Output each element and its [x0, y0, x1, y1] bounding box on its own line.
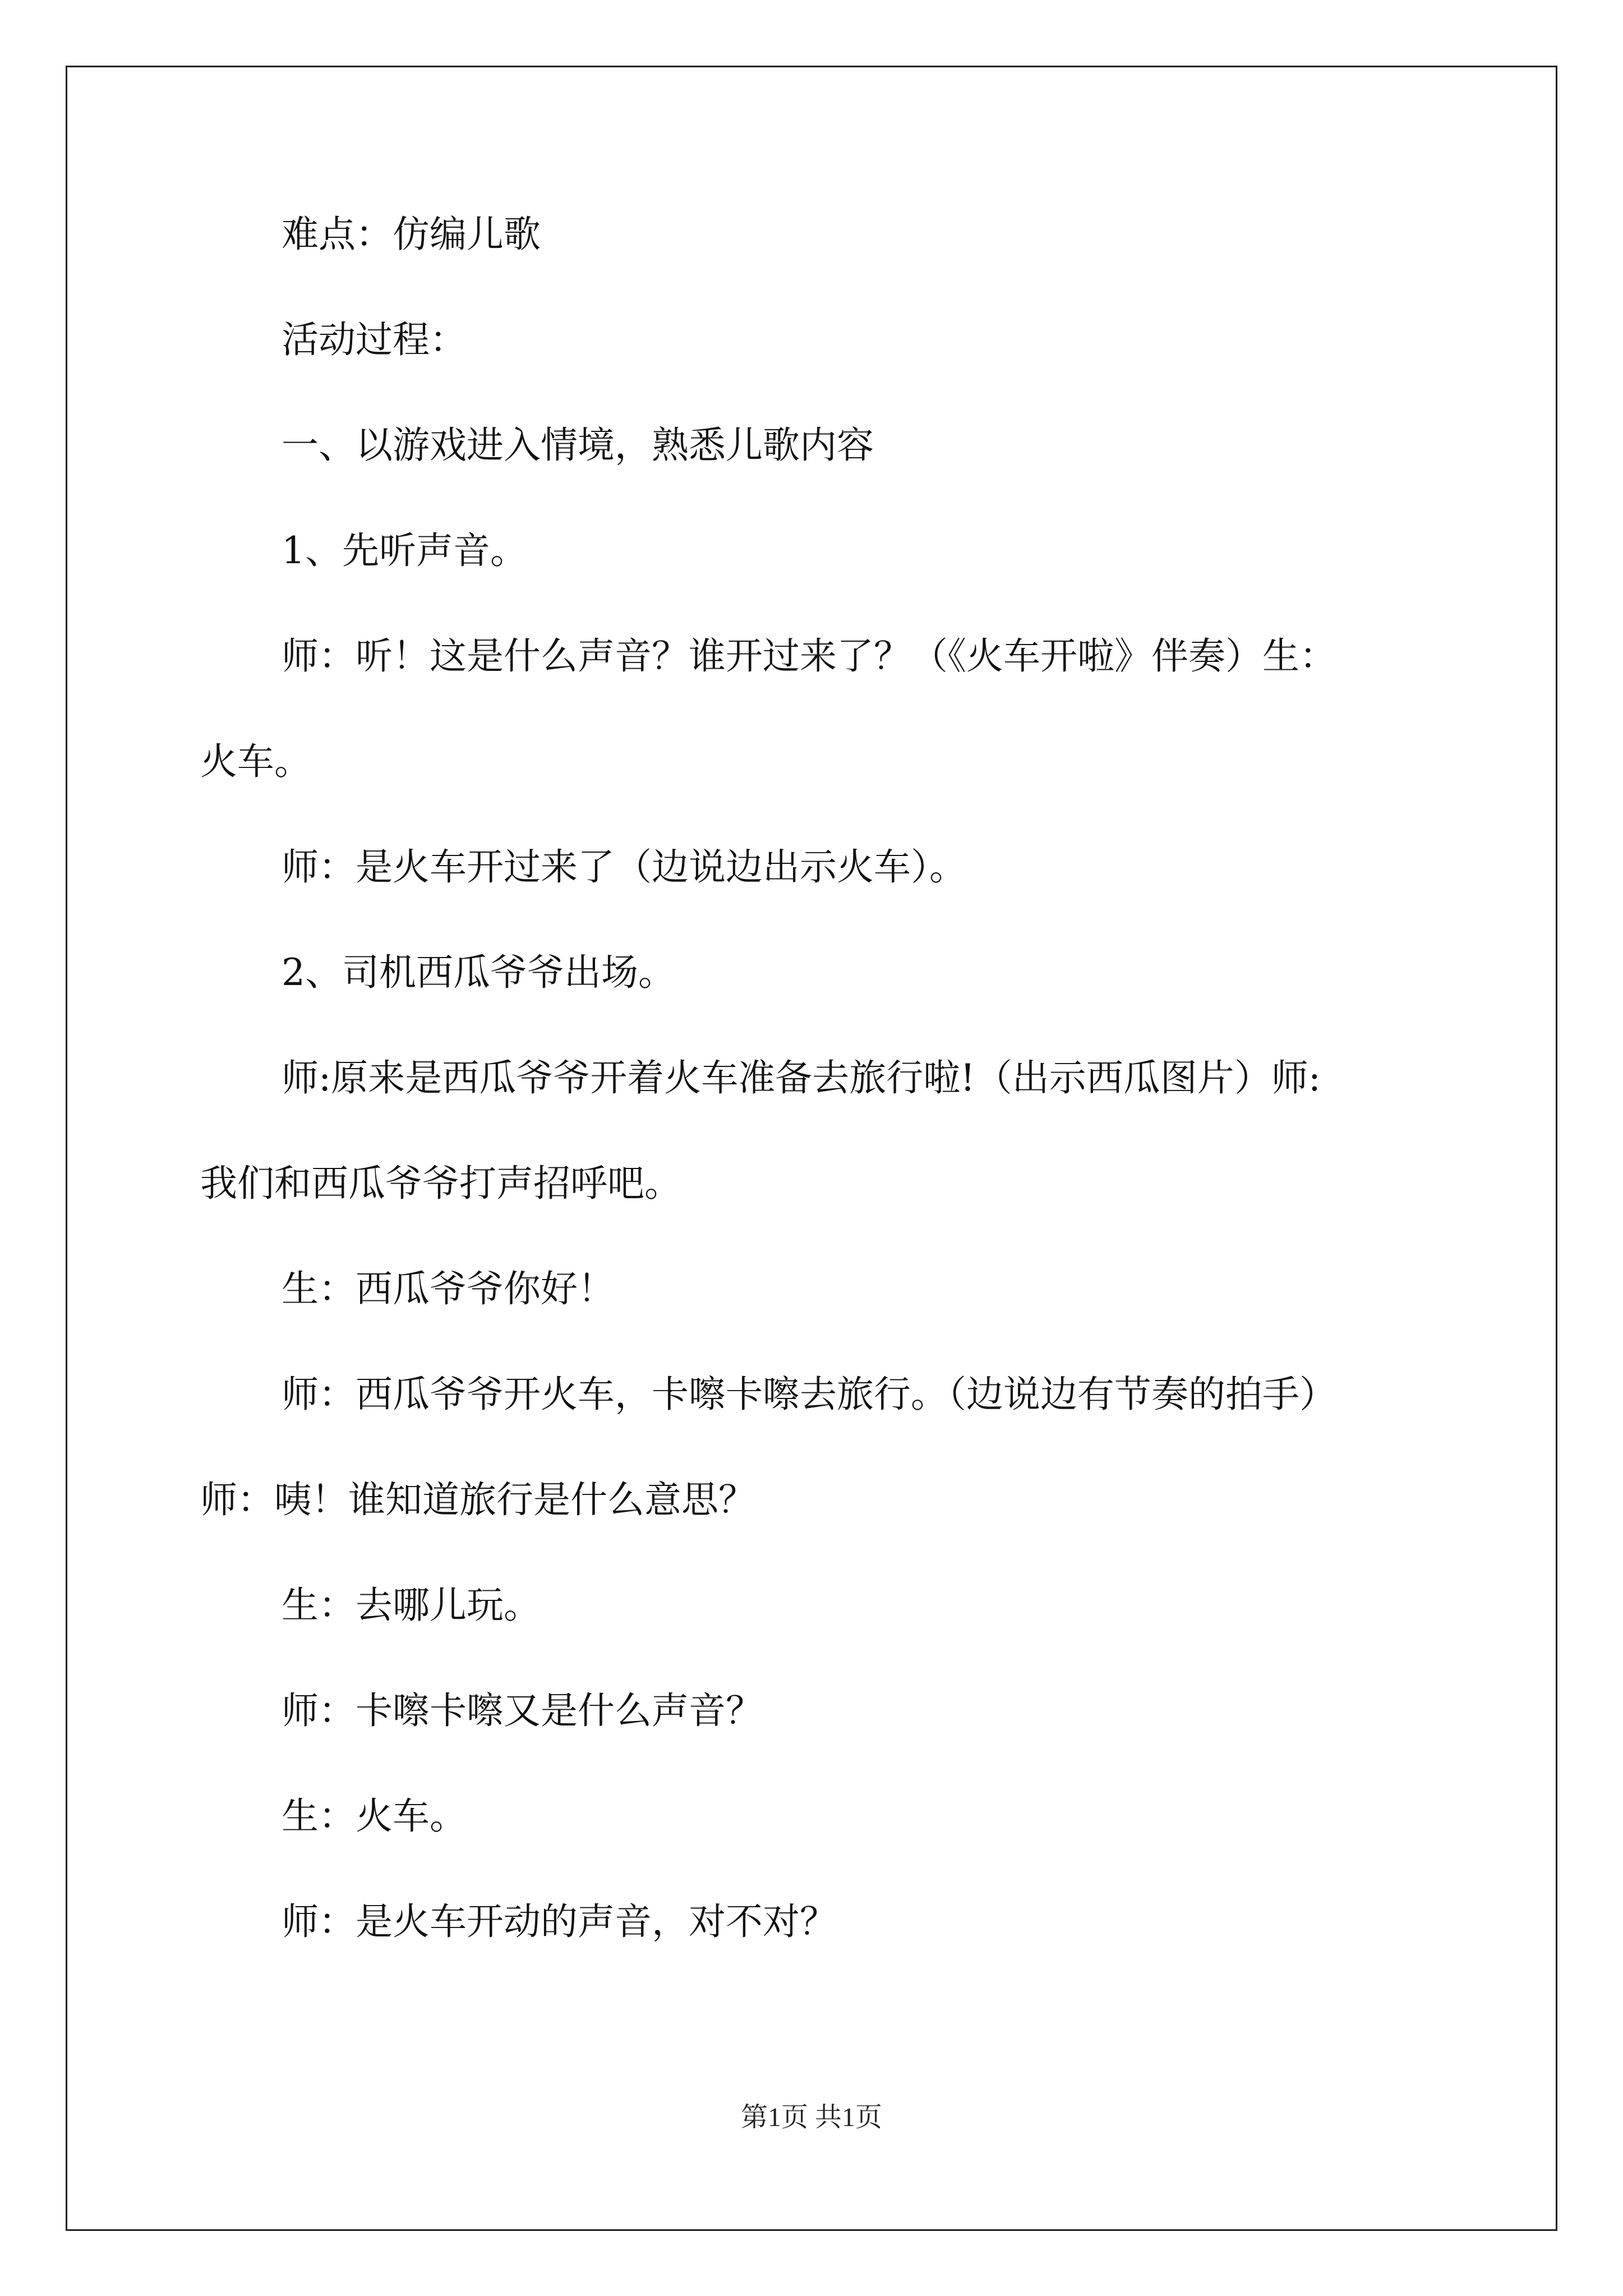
- paragraph-step-two: 2、司机西瓜爷爷出场。: [282, 951, 675, 994]
- paragraph-activity-process: 活动过程：: [282, 318, 467, 361]
- paragraph-student-hello: 生：西瓜爷爷你好！: [282, 1267, 615, 1310]
- paragraph-teacher-grandpa-line1: 师:原来是西瓜爷爷开着火车准备去旅行啦!（出示西瓜图片）师:: [282, 1056, 1321, 1099]
- paragraph-teacher-travel: [200, 1368, 1462, 1526]
- paragraph-teacher-travel-line2: 师：咦！谁知道旅行是什么意思？: [200, 1478, 755, 1521]
- paragraph-teacher-listen-line2: 火车。: [200, 740, 311, 783]
- paragraph-teacher-train: 师：是火车开过来了（边说边出示火车）。: [282, 845, 966, 889]
- paragraph-step-one: 1、先听声音。: [282, 529, 527, 572]
- paragraph-teacher-listen: [200, 629, 1462, 788]
- paragraph-teacher-grandpa: [200, 1051, 1462, 1210]
- paragraph-section-one: 一、以游戏进入情境，熟悉儿歌内容: [282, 424, 874, 467]
- paragraph-teacher-grandpa-line2: 我们和西瓜爷爷打声招呼吧。: [200, 1162, 681, 1205]
- paragraph-difficulty: 难点：仿编儿歌: [282, 213, 541, 256]
- page-number-footer: 第1页 共1页: [740, 2102, 882, 2132]
- paragraph-student-play: 生：去哪儿玩。: [282, 1584, 541, 1627]
- paragraph-student-train: 生：火车。: [282, 1795, 467, 1838]
- paragraph-teacher-confirm: 师：是火车开动的声音，对不对？: [282, 1900, 837, 1943]
- document-body: [200, 208, 1462, 2000]
- paragraph-teacher-sound: 师：卡嚓卡嚓又是什么声音？: [282, 1689, 763, 1732]
- paragraph-teacher-travel-line1: 师：西瓜爷爷开火车，卡嚓卡嚓去旅行。（边说边有节奏的拍手）: [282, 1373, 1336, 1416]
- paragraph-teacher-listen-line1: 师：听！这是什么声音？谁开过来了？（《火车开啦》伴奏）生：: [282, 634, 1336, 678]
